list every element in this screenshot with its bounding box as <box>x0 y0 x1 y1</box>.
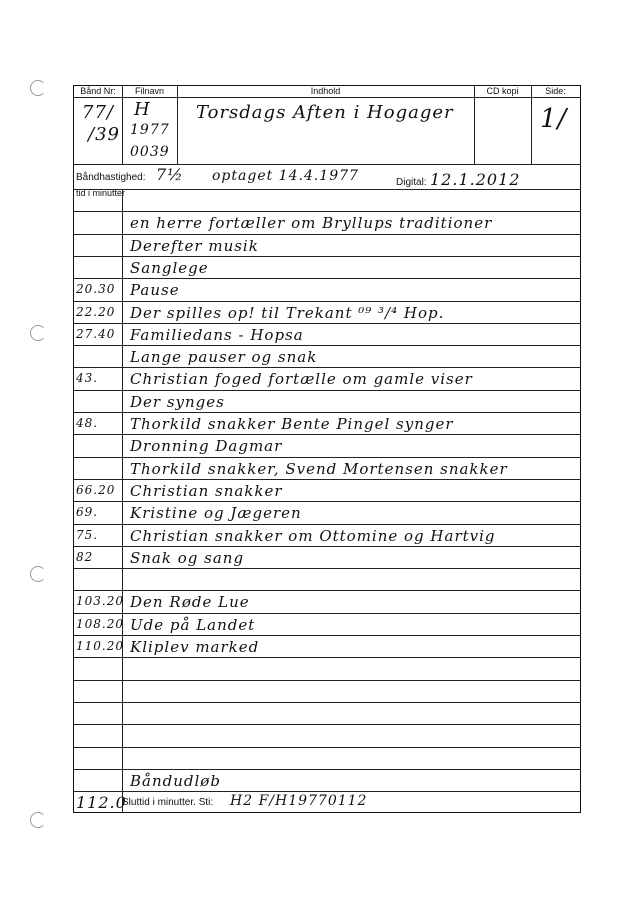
entry-row <box>74 501 580 523</box>
band-nr-header: Bånd Nr: <box>80 86 116 96</box>
entry-time: 103.20 <box>76 594 124 609</box>
entry-time: 110.20 <box>76 639 124 653</box>
entry-row <box>74 524 580 546</box>
entry-text: Dronning Dagmar <box>130 437 283 456</box>
optaget-note: optaget 14.4.1977 <box>212 168 359 184</box>
entry-text: en herre fortæller om Bryllups traditioner <box>130 214 493 233</box>
entry-row <box>74 434 580 456</box>
entry-row <box>74 390 580 412</box>
entry-text: Kristine og Jægeren <box>130 504 302 523</box>
entry-row <box>74 568 580 590</box>
punch-hole <box>30 80 46 96</box>
entry-text: Thorkild snakker Bente Pingel synger <box>130 415 454 433</box>
entry-row <box>74 479 580 501</box>
entry-text: Pause <box>130 281 180 300</box>
entry-time: 48. <box>76 416 99 430</box>
indhold-value: Torsdags Aften i Hogager <box>196 102 454 123</box>
entry-row <box>74 546 580 568</box>
filnavn-line2: 1977 <box>130 122 170 138</box>
entry-row <box>74 457 580 479</box>
indhold-header: Indhold <box>310 86 341 96</box>
entry-time: 82 <box>76 549 94 564</box>
entry-text: Ude på Landet <box>130 615 256 634</box>
digital-value: 12.1.2012 <box>430 170 521 189</box>
entry-text: Båndudløb <box>130 771 221 790</box>
entry-time: 66.20 <box>76 482 116 497</box>
speed-label: Båndhastighed: <box>76 172 146 183</box>
entry-time: 22.20 <box>76 304 116 319</box>
entry-text: Lange pauser og snak <box>130 348 318 367</box>
entry-text: Familiedans - Hopsa <box>130 325 304 344</box>
entry-text: Der spilles op! til Trekant ⁰⁹ ³/⁴ Hop. <box>130 303 445 322</box>
punch-hole <box>30 566 46 582</box>
row-divider <box>74 791 580 792</box>
filnavn-line3: 0039 <box>130 144 170 160</box>
entry-text: Der synges <box>130 392 225 411</box>
punch-hole <box>30 812 46 828</box>
entry-time: 27.40 <box>76 326 116 341</box>
entry-row <box>74 323 580 345</box>
entry-text: Christian snakker <box>130 481 283 500</box>
entry-row <box>74 657 580 679</box>
entry-row <box>74 747 580 769</box>
entry-text: Snak og sang <box>130 548 245 567</box>
digital-label: Digital: <box>396 177 427 188</box>
time-column-label: tid i minutter <box>76 188 126 198</box>
entry-text: Christian snakker om Ottomine og Hartvig <box>130 526 496 545</box>
speed-value: 7½ <box>156 165 184 184</box>
side-value: 1/ <box>540 104 568 134</box>
path-value: H2 F/H19770112 <box>230 793 368 809</box>
filnavn-line1: H <box>134 99 151 120</box>
entry-text: Christian foged fortælle om gamle viser <box>130 370 473 389</box>
entry-row <box>74 301 580 323</box>
entry-row <box>74 345 580 367</box>
entry-row <box>74 234 580 256</box>
entry-row <box>74 278 580 300</box>
entry-time: 108.20 <box>76 616 124 631</box>
entry-row <box>74 680 580 702</box>
entry-row <box>74 412 580 434</box>
entry-time: 20.30 <box>76 282 116 297</box>
entry-text: Derefter musik <box>130 236 259 255</box>
band-nr-top: 77/ <box>82 102 114 123</box>
entry-time: 43. <box>76 371 99 386</box>
punch-hole <box>30 325 46 341</box>
band-nr-bottom: /39 <box>88 124 120 145</box>
entries-list <box>74 86 580 812</box>
filnavn-header: Filnavn <box>134 86 164 96</box>
entry-row <box>74 211 580 233</box>
entry-text: Sanglege <box>130 258 209 277</box>
entry-row <box>74 590 580 612</box>
side-header: Side: <box>545 86 566 96</box>
entry-text: Kliplev marked <box>130 638 260 656</box>
entry-text: Den Røde Lue <box>130 593 250 612</box>
entry-row <box>74 256 580 278</box>
entry-time: 75. <box>76 527 99 542</box>
entry-row <box>74 769 580 791</box>
cd-kopi-header: CD kopi <box>486 86 519 96</box>
entry-row <box>74 724 580 746</box>
entry-time: 69. <box>76 505 99 520</box>
entry-row <box>74 613 580 635</box>
end-time-label: Sluttid i minutter. Sti: <box>122 797 214 808</box>
entry-row <box>74 635 580 657</box>
entry-text: Thorkild snakker, Svend Mortensen snakker <box>130 459 508 478</box>
end-time-value: 112.0 <box>76 793 127 812</box>
entry-row <box>74 367 580 389</box>
entry-row <box>74 189 580 211</box>
tape-log-form <box>73 85 581 813</box>
entry-row <box>74 702 580 724</box>
